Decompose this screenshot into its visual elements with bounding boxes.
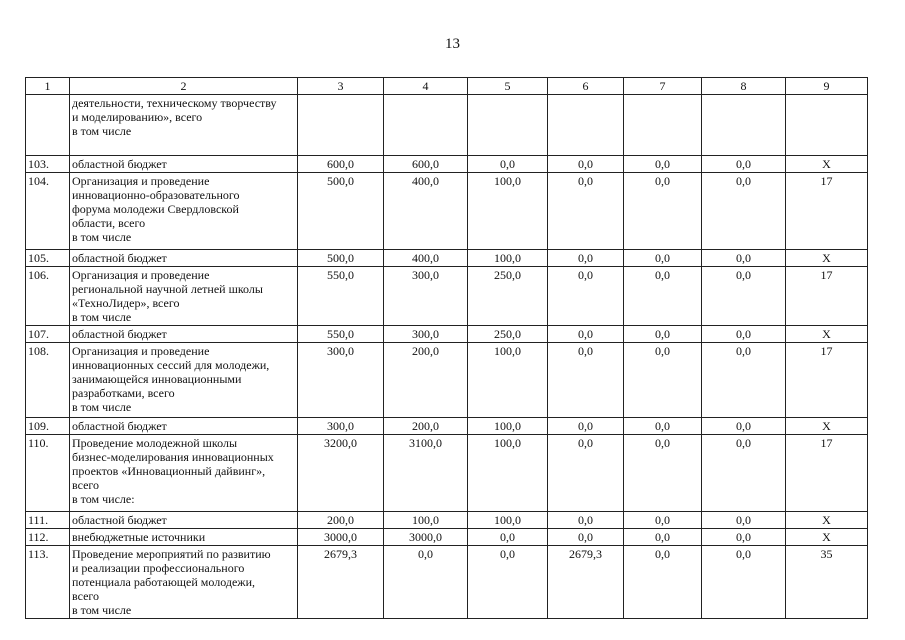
- description-line: Проведение мероприятий по развитию: [72, 547, 271, 561]
- cell-description: [70, 326, 298, 343]
- cell-amount: 600,0: [384, 156, 468, 173]
- cell-amount: 0,0: [624, 326, 702, 343]
- cell-row-number: 109.: [26, 418, 70, 435]
- cell-amount: 0,0: [548, 512, 624, 529]
- cell-amount: 3000,0: [384, 529, 468, 546]
- cell-amount: 0,0: [624, 267, 702, 326]
- description-line: бизнес-моделирования инновационных: [72, 450, 274, 464]
- cell-indicator: 17: [786, 267, 868, 326]
- table-row: [26, 250, 868, 267]
- cell-description: [70, 435, 298, 512]
- cell-indicator: X: [786, 418, 868, 435]
- cell-row-number: 111.: [26, 512, 70, 529]
- cell-amount: 250,0: [468, 267, 548, 326]
- cell-amount: 0,0: [702, 267, 786, 326]
- cell-description: [70, 418, 298, 435]
- cell-amount: 0,0: [548, 418, 624, 435]
- cell-amount: 550,0: [298, 267, 384, 326]
- description-line: внебюджетные источники: [72, 530, 206, 544]
- cell-amount: 0,0: [548, 267, 624, 326]
- description-line: области, всего: [72, 216, 146, 230]
- cell-amount: 0,0: [702, 156, 786, 173]
- cell-description: [70, 95, 298, 156]
- cell-amount: 0,0: [548, 156, 624, 173]
- cell-amount: 100,0: [468, 343, 548, 418]
- cell-amount: 300,0: [384, 326, 468, 343]
- column-header: 4: [384, 78, 468, 95]
- cell-amount: 500,0: [298, 173, 384, 250]
- cell-amount: 0,0: [702, 343, 786, 418]
- table-row: [26, 343, 868, 418]
- cell-row-number: 112.: [26, 529, 70, 546]
- cell-amount: 0,0: [548, 435, 624, 512]
- column-header: 1: [26, 78, 70, 95]
- cell-amount: 100,0: [468, 435, 548, 512]
- header-row: [26, 78, 868, 95]
- cell-indicator: 17: [786, 435, 868, 512]
- description-line: форума молодежи Свердловской: [72, 202, 239, 216]
- cell-amount: 0,0: [548, 250, 624, 267]
- budget-table: [25, 77, 868, 619]
- description-line: Организация и проведение: [72, 268, 210, 282]
- column-header: 8: [702, 78, 786, 95]
- column-header: 5: [468, 78, 548, 95]
- cell-amount: 2679,3: [548, 546, 624, 619]
- description-line: и моделированию», всего: [72, 110, 203, 124]
- description-line: всего: [72, 589, 100, 603]
- cell-row-number: 108.: [26, 343, 70, 418]
- cell-description: [70, 267, 298, 326]
- description-line: инновационных сессий для молодежи,: [72, 358, 270, 372]
- cell-row-number: 103.: [26, 156, 70, 173]
- cell-row-number: 105.: [26, 250, 70, 267]
- table-row-continuation: [26, 95, 868, 156]
- cell-amount: 0,0: [548, 529, 624, 546]
- cell-amount: 100,0: [468, 418, 548, 435]
- description-line: в том числе: [72, 310, 132, 324]
- cell-amount: 0,0: [702, 512, 786, 529]
- cell-indicator: X: [786, 326, 868, 343]
- cell-amount: 500,0: [298, 250, 384, 267]
- cell-amount: 100,0: [468, 173, 548, 250]
- column-header: 7: [624, 78, 702, 95]
- cell-amount: 0,0: [702, 173, 786, 250]
- cell-empty: [468, 95, 548, 156]
- cell-description: [70, 250, 298, 267]
- cell-amount: 0,0: [702, 529, 786, 546]
- cell-amount: 0,0: [624, 546, 702, 619]
- description-line: деятельности, техническому творчеству: [72, 96, 277, 110]
- cell-amount: 0,0: [624, 512, 702, 529]
- table-row: [26, 512, 868, 529]
- cell-row-number: 107.: [26, 326, 70, 343]
- cell-empty: [384, 95, 468, 156]
- column-header: 3: [298, 78, 384, 95]
- description-line: областной бюджет: [72, 251, 167, 265]
- cell-amount: 0,0: [702, 250, 786, 267]
- cell-amount: 0,0: [624, 435, 702, 512]
- cell-indicator: 17: [786, 343, 868, 418]
- cell-amount: 200,0: [384, 343, 468, 418]
- description-line: всего: [72, 478, 100, 492]
- cell-row-number: 113.: [26, 546, 70, 619]
- cell-amount: 0,0: [702, 326, 786, 343]
- table-row: [26, 546, 868, 619]
- cell-description: [70, 343, 298, 418]
- cell-amount: 3200,0: [298, 435, 384, 512]
- column-header: 9: [786, 78, 868, 95]
- cell-amount: 0,0: [384, 546, 468, 619]
- cell-indicator: X: [786, 512, 868, 529]
- cell-description: [70, 156, 298, 173]
- cell-description: [70, 512, 298, 529]
- cell-empty: [702, 95, 786, 156]
- cell-empty: [624, 95, 702, 156]
- cell-amount: 2679,3: [298, 546, 384, 619]
- table-row: [26, 435, 868, 512]
- cell-amount: 0,0: [624, 529, 702, 546]
- cell-amount: 300,0: [298, 343, 384, 418]
- description-line: «ТехноЛидер», всего: [72, 296, 180, 310]
- cell-description: [70, 546, 298, 619]
- cell-amount: 0,0: [624, 173, 702, 250]
- cell-amount: 0,0: [468, 529, 548, 546]
- cell-row-number: 110.: [26, 435, 70, 512]
- description-line: областной бюджет: [72, 513, 167, 527]
- description-line: инновационно-образовательного: [72, 188, 240, 202]
- cell-empty: [298, 95, 384, 156]
- cell-amount: 0,0: [548, 173, 624, 250]
- cell-row-number: 104.: [26, 173, 70, 250]
- description-line: в том числе: [72, 124, 132, 138]
- cell-amount: 300,0: [384, 267, 468, 326]
- description-line: Организация и проведение: [72, 174, 210, 188]
- cell-empty: [548, 95, 624, 156]
- description-line: региональной научной летней школы: [72, 282, 263, 296]
- cell-indicator: 17: [786, 173, 868, 250]
- cell-amount: 0,0: [702, 418, 786, 435]
- cell-indicator: 35: [786, 546, 868, 619]
- description-line: Организация и проведение: [72, 344, 210, 358]
- cell-amount: 0,0: [468, 156, 548, 173]
- cell-empty: [786, 95, 868, 156]
- cell-amount: 550,0: [298, 326, 384, 343]
- page-number: 13: [445, 36, 460, 52]
- table-row: [26, 173, 868, 250]
- cell-row-number: 106.: [26, 267, 70, 326]
- cell-amount: 100,0: [468, 250, 548, 267]
- cell-row-number: [26, 95, 70, 156]
- column-header: 6: [548, 78, 624, 95]
- cell-amount: 0,0: [468, 546, 548, 619]
- description-line: в том числе: [72, 603, 132, 617]
- table-row: [26, 267, 868, 326]
- cell-amount: 3000,0: [298, 529, 384, 546]
- description-line: в том числе: [72, 400, 132, 414]
- description-line: областной бюджет: [72, 327, 167, 341]
- column-header: 2: [70, 78, 298, 95]
- cell-amount: 3100,0: [384, 435, 468, 512]
- cell-description: [70, 529, 298, 546]
- description-line: занимающейся инновационными: [72, 372, 242, 386]
- description-line: в том числе:: [72, 492, 135, 506]
- cell-indicator: X: [786, 156, 868, 173]
- description-line: потенциала работающей молодежи,: [72, 575, 256, 589]
- cell-amount: 200,0: [384, 418, 468, 435]
- cell-amount: 300,0: [298, 418, 384, 435]
- cell-amount: 0,0: [624, 250, 702, 267]
- table-row: [26, 156, 868, 173]
- cell-amount: 0,0: [624, 156, 702, 173]
- cell-amount: 0,0: [702, 546, 786, 619]
- cell-amount: 0,0: [702, 435, 786, 512]
- description-line: Проведение молодежной школы: [72, 436, 238, 450]
- cell-amount: 0,0: [548, 326, 624, 343]
- description-line: проектов «Инновационный дайвинг»,: [72, 464, 266, 478]
- table-row: [26, 418, 868, 435]
- cell-amount: 400,0: [384, 173, 468, 250]
- cell-amount: 200,0: [298, 512, 384, 529]
- description-line: разработками, всего: [72, 386, 175, 400]
- description-line: в том числе: [72, 230, 132, 244]
- description-line: и реализации профессионального: [72, 561, 245, 575]
- cell-amount: 250,0: [468, 326, 548, 343]
- description-line: областной бюджет: [72, 419, 167, 433]
- cell-amount: 100,0: [468, 512, 548, 529]
- cell-amount: 600,0: [298, 156, 384, 173]
- cell-amount: 400,0: [384, 250, 468, 267]
- cell-indicator: X: [786, 529, 868, 546]
- table-row: [26, 326, 868, 343]
- cell-amount: 0,0: [548, 343, 624, 418]
- cell-amount: 0,0: [624, 418, 702, 435]
- cell-amount: 100,0: [384, 512, 468, 529]
- cell-description: [70, 173, 298, 250]
- cell-amount: 0,0: [624, 343, 702, 418]
- cell-indicator: X: [786, 250, 868, 267]
- table-row: [26, 529, 868, 546]
- description-line: областной бюджет: [72, 157, 167, 171]
